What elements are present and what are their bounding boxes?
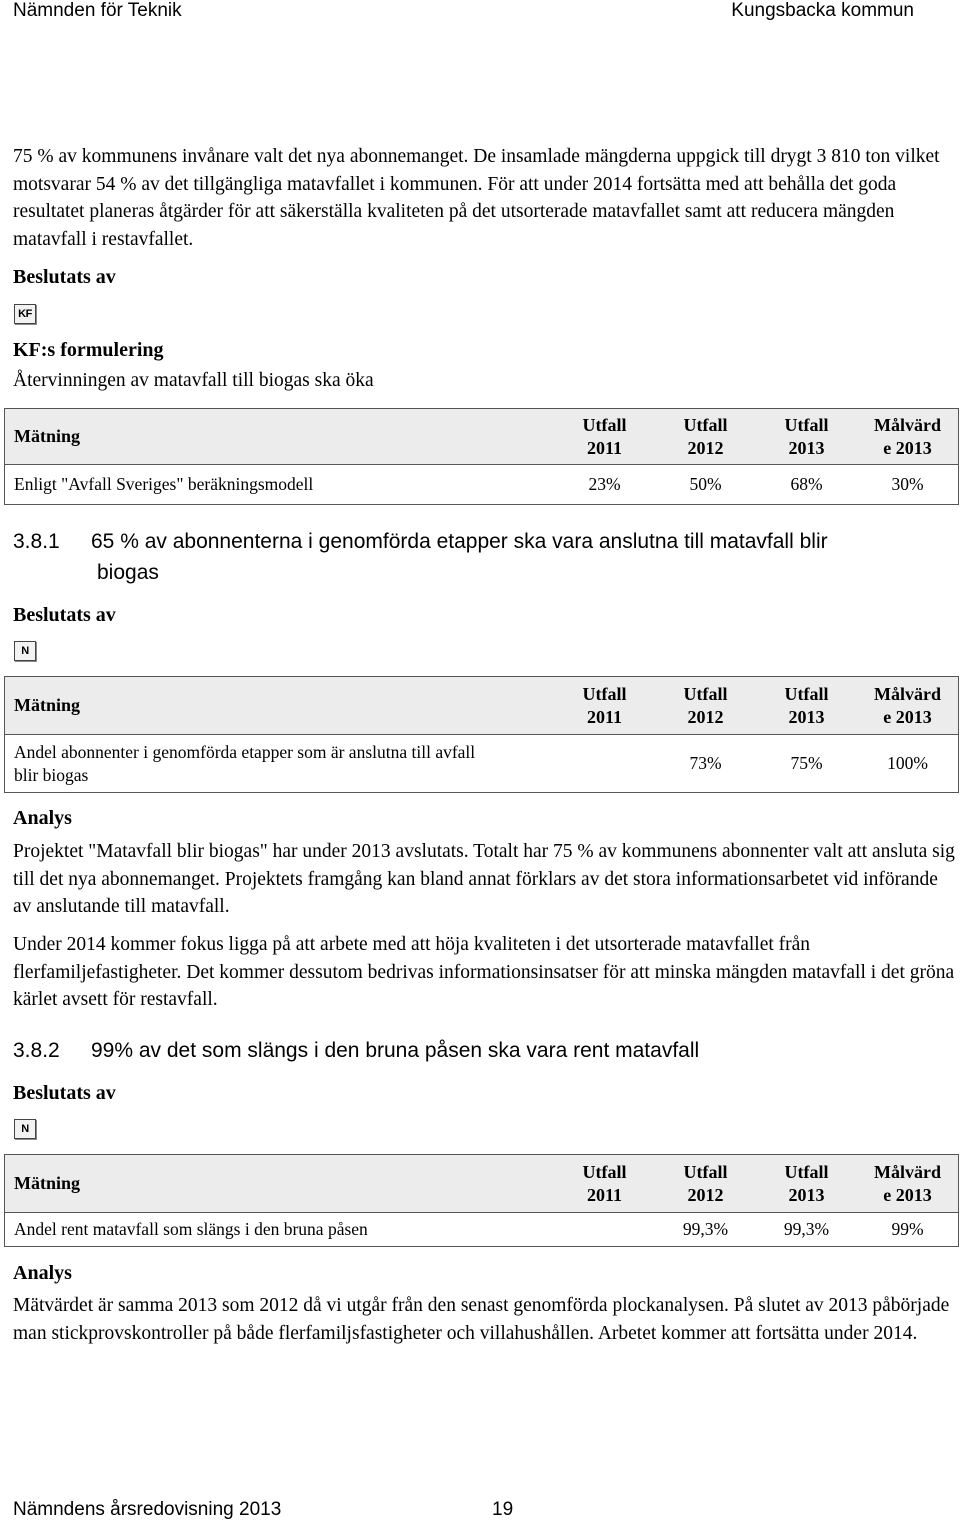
col-matning: Mätning — [5, 677, 555, 735]
col-utfall-2012: Utfall 2012 — [655, 1155, 756, 1213]
col-utfall-2011: Utfall 2011 — [554, 409, 655, 465]
col-utfall-2011: Utfall 2011 — [554, 677, 655, 735]
header-left: Nämnden för Teknik — [13, 0, 182, 21]
header-right: Kungsbacka kommun — [731, 0, 914, 21]
col-utfall-2011: Utfall 2011 — [554, 1155, 655, 1213]
kf-icon: KF — [14, 304, 36, 324]
measure-table-2 — [4, 676, 959, 793]
beslutats-label: Beslutats av — [13, 604, 116, 626]
value-2012: 99,3% — [682, 1219, 729, 1239]
value-2013: 75% — [790, 753, 823, 773]
col-utfall-2012: Utfall 2012 — [655, 409, 756, 465]
page-number: 19 — [492, 1499, 514, 1520]
col-utfall-2013: Utfall 2013 — [756, 1155, 857, 1213]
analys-paragraph-1 — [13, 1292, 956, 1347]
section-title: 99% av det som slängs i den bruna påsen ska vara rent matavfall — [91, 1039, 700, 1062]
formulering-label: KF:s formulering — [13, 339, 164, 361]
analys-paragraph-1 — [13, 838, 956, 921]
row-label: Andel abonnenter i genomförda etapper som är anslutna till avfall blir biogas — [14, 741, 476, 785]
section-heading-381 — [13, 530, 828, 554]
value-2011 — [554, 735, 655, 793]
col-utfall-2013: Utfall 2013 — [756, 409, 857, 465]
section-title-line1: 65 % av abonnenterna i genomförda etapper ska vara anslutna till matavfall blir — [91, 530, 828, 553]
value-2013: 99,3% — [783, 1219, 830, 1239]
row-label: Enligt "Avfall Sveriges" beräkningsmodell — [14, 474, 314, 494]
col-matning: Mätning — [5, 1155, 555, 1213]
measure-table-3 — [4, 1154, 959, 1247]
col-utfall-2012: Utfall 2012 — [655, 677, 756, 735]
measure-table-1 — [4, 408, 959, 505]
col-malvarde-2013: Målvärd e 2013 — [857, 1155, 959, 1213]
n-icon: N — [14, 641, 36, 661]
analys-label: Analys — [13, 807, 72, 829]
analys-paragraph-2 — [13, 931, 956, 1014]
intro-text: 75 % av kommunens invånare valt det nya abonnemanget. De insamlade mängderna uppgick till drygt 3 810 ton vilket motsvarar 54 % av det tillgängliga matavfallet i kommunen. För att under 2014 fortsätta med att behålla det goda resultatet planeras åtgärder för att säkerställa kvaliteten på det utsorterade matavfallet samt att reducera mängden matavfall i restavfallet. — [13, 146, 940, 250]
analys-text: Mätvärdet är samma 2013 som 2012 då vi utgår från den senast genomförda plockanalysen. På slutet av 2013 påbörjade man stickprovskontroller på både flerfamiljsfastigheter och villahushållen. Arbetet kommer att fortsätta under 2014. — [13, 1295, 950, 1344]
value-target-2013: 100% — [887, 753, 928, 773]
col-matning: Mätning — [5, 409, 555, 465]
col-malvarde-2013: Målvärd e 2013 — [857, 677, 959, 735]
value-2011: 23% — [588, 474, 621, 494]
value-2013: 68% — [790, 474, 823, 494]
table-row — [5, 465, 959, 505]
table-row — [5, 735, 959, 793]
section-number: 3.8.2 — [13, 1039, 60, 1062]
value-2011 — [554, 1213, 655, 1247]
section-title-line2: biogas — [97, 561, 159, 584]
value-2012: 73% — [689, 753, 722, 773]
analys-label: Analys — [13, 1262, 72, 1284]
row-label: Andel rent matavfall som slängs i den bruna påsen — [14, 1219, 368, 1239]
section-number: 3.8.1 — [13, 530, 60, 553]
col-malvarde-2013: Målvärd e 2013 — [857, 409, 959, 465]
beslutats-label: Beslutats av — [13, 1082, 116, 1104]
section-heading-382 — [13, 1039, 700, 1063]
col-utfall-2013: Utfall 2013 — [756, 677, 857, 735]
value-2012: 50% — [689, 474, 722, 494]
beslutats-label: Beslutats av — [13, 266, 116, 288]
table-row — [5, 1213, 959, 1247]
analys-text: Projektet "Matavfall blir biogas" har under 2013 avslutats. Totalt har 75 % av kommunens abonnenter valt att ansluta sig till det nya abonnemanget. Projektets framgång kan bland annat förklars av det stora informationsarbetet vid införande av anslutande till matavfall. — [13, 841, 955, 917]
value-target-2013: 99% — [891, 1219, 924, 1239]
intro-paragraph — [13, 143, 956, 253]
formulering-text: Återvinningen av matavfall till biogas ska öka — [13, 370, 374, 391]
footer-left: Nämndens årsredovisning 2013 — [13, 1499, 282, 1520]
n-icon: N — [14, 1119, 36, 1139]
value-target-2013: 30% — [891, 474, 924, 494]
analys-text: Under 2014 kommer fokus ligga på att arbete med att höja kvaliteten i det utsorterade matavfallet från flerfamiljefastigheter. Det kommer dessutom bedrivas informationsinsatser för att minska mängden matavfall i det gröna kärlet avsett för restavfall. — [13, 934, 955, 1010]
